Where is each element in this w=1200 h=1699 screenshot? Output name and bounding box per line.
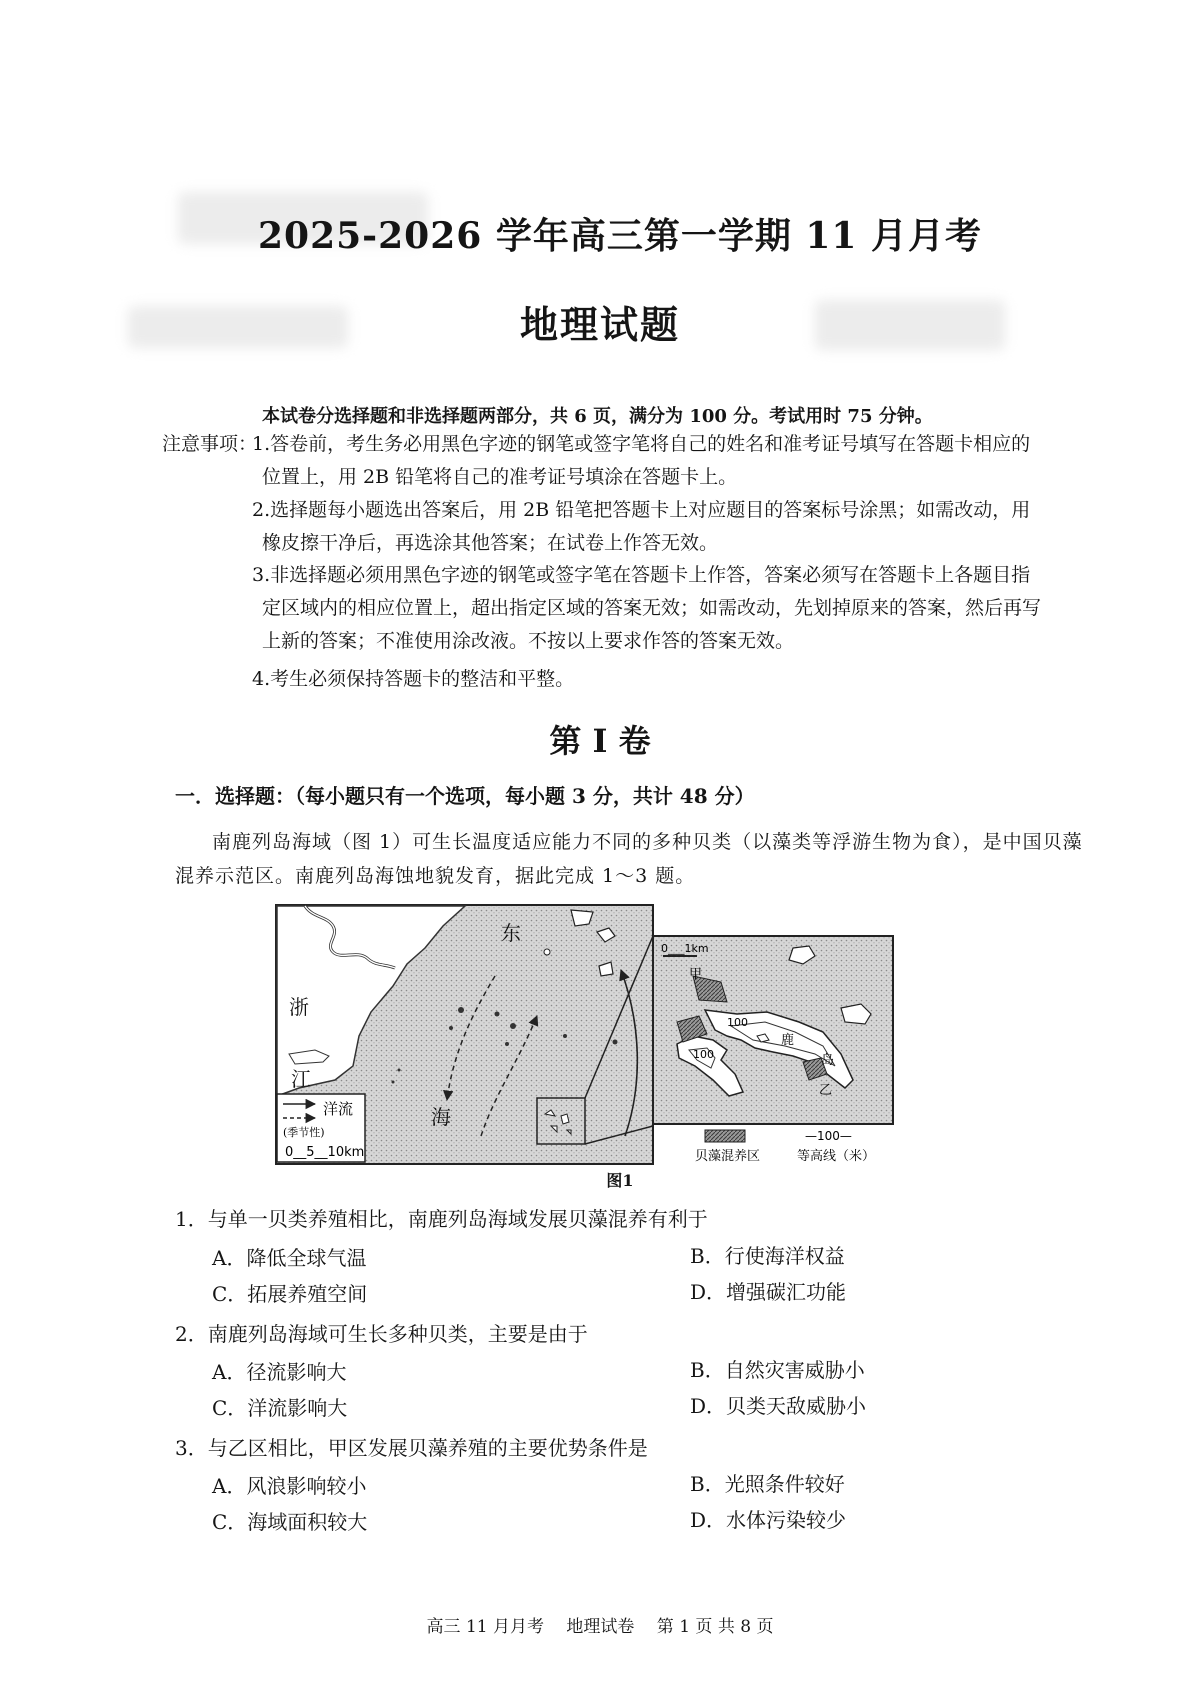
legend-contour-value: —100— <box>805 1129 852 1143</box>
notes-label: 注意事项： <box>162 433 258 455</box>
question-2-stem: 2．南鹿列岛海域可生长多种贝类，主要是由于 <box>175 1322 588 1346</box>
question-2-option-c: C．洋流影响大 <box>212 1396 348 1420</box>
question-1-option-c: C．拓展养殖空间 <box>212 1282 368 1306</box>
passage-line: 混养示范区。南鹿列岛海蚀地貌发育，据此完成 1～3 题。 <box>175 865 696 887</box>
notes-line: 定区域内的相应位置上，超出指定区域的答案无效；如需改动，先划掉原来的答案，然后再写 <box>262 597 1042 619</box>
label-jiang: 江 <box>291 1067 311 1091</box>
legend-seasonal: (季节性) <box>283 1126 325 1139</box>
question-2-option-d: D．贝类天敌威胁小 <box>690 1394 867 1418</box>
exam-intro: 本试卷分选择题和非选择题两部分，共 6 页，满分为 100 分。考试用时 75 分钟。 <box>262 406 933 427</box>
question-1-option-d: D．增强碳汇功能 <box>690 1280 847 1304</box>
page-footer: 高三 11 月月考 地理试卷 第 1 页 共 8 页 <box>426 1617 774 1637</box>
notes-line: 2.选择题每小题选出答案后，用 2B 铅笔把答题卡上对应题目的答案标号涂黑；如需改动，用 <box>252 499 1031 521</box>
notes-line: 位置上，用 2B 铅笔将自己的准考证号填涂在答题卡上。 <box>262 466 738 488</box>
question-3-option-d: D．水体污染较少 <box>690 1508 847 1532</box>
label-yi: 乙 <box>819 1083 833 1098</box>
legend-zone: 贝藻混养区 <box>695 1149 761 1164</box>
label-jia: 甲 <box>689 967 703 982</box>
label-hai: 海 <box>431 1105 451 1129</box>
figure-caption: 图1 <box>606 1171 634 1190</box>
notes-line: 4.考生必须保持答题卡的整洁和平整。 <box>252 668 575 690</box>
question-3-option-b: B．光照条件较好 <box>690 1472 845 1496</box>
section-heading: 一．选择题：（每小题只有一个选项，每小题 3 分，共计 48 分） <box>175 784 755 808</box>
question-3-stem: 3．与乙区相比，甲区发展贝藻养殖的主要优势条件是 <box>175 1436 648 1460</box>
question-1-stem: 1．与单一贝类养殖相比，南鹿列岛海域发展贝藻混养有利于 <box>175 1207 708 1231</box>
label-dong: 东 <box>501 921 521 945</box>
inset-map <box>653 936 893 1124</box>
notes-line: 上新的答案；不准使用涂改液。不按以上要求作答的答案无效。 <box>262 630 795 652</box>
label-contour-100: 100 <box>727 1016 748 1029</box>
question-1-option-b: B．行使海洋权益 <box>690 1244 845 1268</box>
exam-title: 2025-2026 学年高三第一学期 11 月月考 <box>257 215 983 257</box>
map-legend <box>277 1094 365 1162</box>
figure-map <box>275 904 1095 1166</box>
label-lu: 鹿 <box>781 1033 795 1048</box>
question-3-option-a: A．风浪影响较小 <box>212 1474 367 1498</box>
label-contour-100: 100 <box>693 1048 714 1061</box>
legend-contour: 等高线（米） <box>797 1149 876 1164</box>
question-2-option-a: A．径流影响大 <box>212 1360 347 1384</box>
notes-line: 3.非选择题必须用黑色字迹的钢笔或签字笔在答题卡上作答，答案必须写在答题卡上各题目指 <box>252 564 1031 586</box>
legend-scale: 0__5__10km <box>285 1145 365 1160</box>
inset-legend <box>695 1129 875 1164</box>
main-map <box>276 905 653 1164</box>
exam-subject: 地理试题 <box>519 302 680 347</box>
question-2-option-b: B．自然灾害威胁小 <box>690 1358 865 1382</box>
notes-line: 橡皮擦干净后，再选涂其他答案；在试卷上作答无效。 <box>262 532 719 554</box>
question-1-option-a: A．降低全球气温 <box>212 1246 367 1270</box>
inset-scale: 0___1km <box>661 942 709 955</box>
label-zhe: 浙 <box>289 995 309 1019</box>
label-dao: 岛 <box>821 1053 835 1068</box>
question-3-option-c: C．海域面积较大 <box>212 1510 368 1534</box>
volume-heading: 第 I 卷 <box>549 722 651 760</box>
notes-line: 1.答卷前，考生务必用黑色字迹的钢笔或签字笔将自己的姓名和准考证号填写在答题卡相应的 <box>252 433 1031 455</box>
passage-line: 南鹿列岛海域（图 1）可生长温度适应能力不同的多种贝类（以藻类等浮游生物为食），是中国贝藻 <box>212 831 1083 853</box>
legend-current: 洋流 <box>323 1100 354 1118</box>
